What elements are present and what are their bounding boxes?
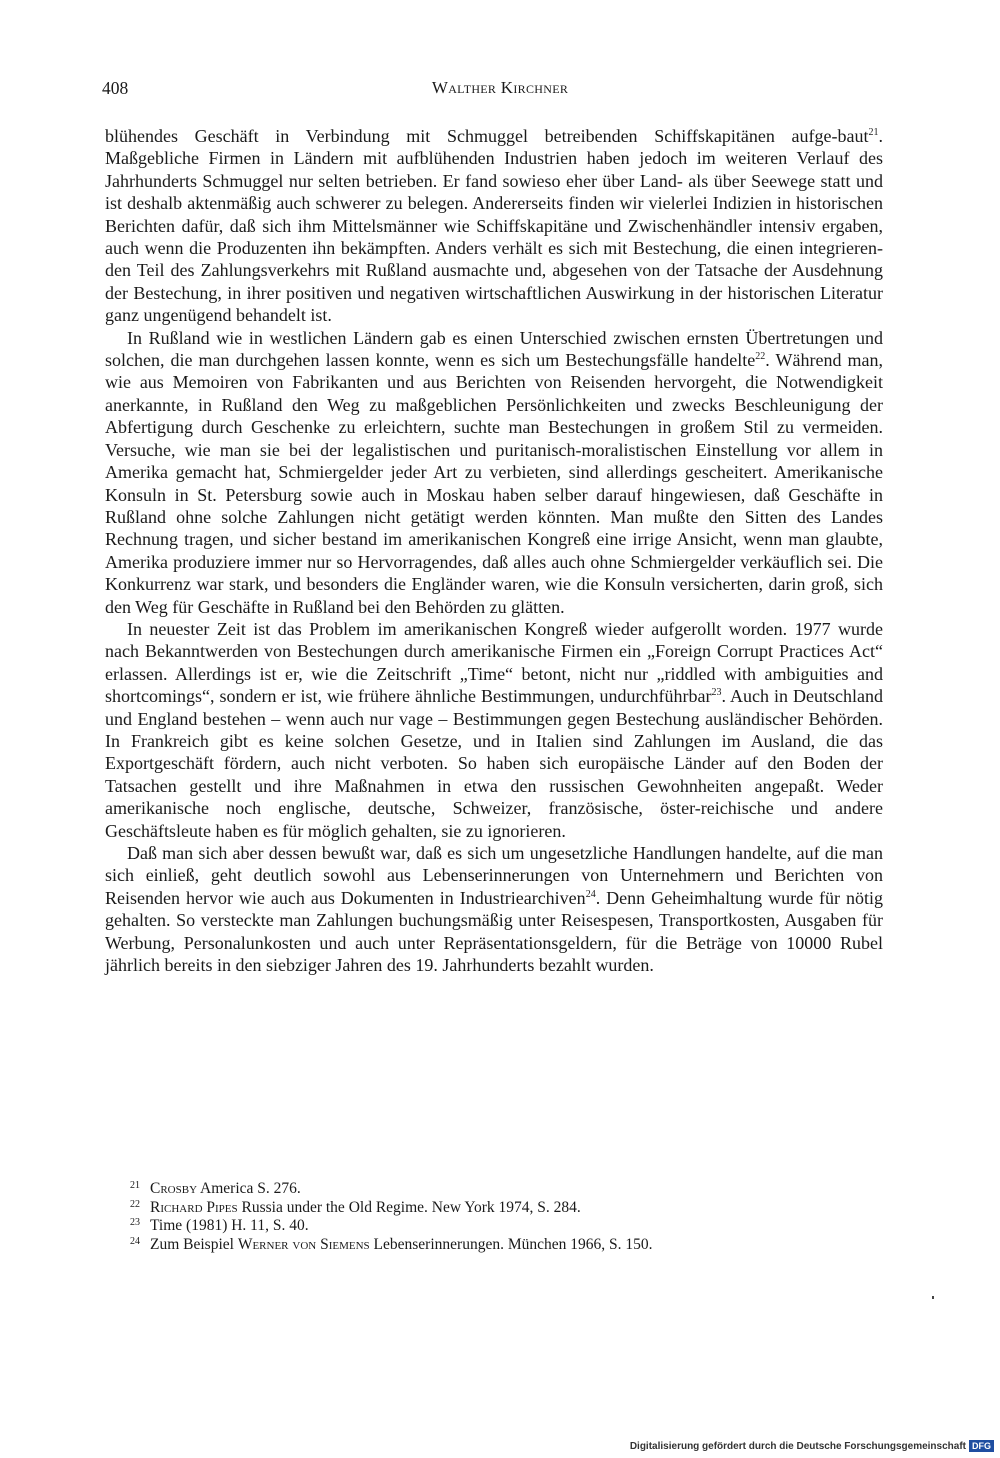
footnote-ref-22[interactable]: 22 [755,351,766,363]
footnote-23 [130,1217,850,1236]
footnote-rest: Zum Beispiel [150,1235,238,1253]
paragraph-1 [105,125,883,327]
paragraph-3 [105,618,883,842]
footnote-22 [130,1199,850,1218]
footnote-rest: Time (1981) H. 11, S. 40. [150,1217,309,1234]
p2-text-b: . Während man, wie aus Memoiren von Fabrikanten und aus Berichten von Reisenden hervorgeht, die Notwendigkeit anerkannte, in Rußland den Weg zu maßgeblichen Persönlichkeiten und zwecks Beschleunigung der Abfertigung durch Geschenke zu erleichtern, suchte man Bestechungen in großem Stil zu vermeiden. Versuche, wie man sie bei der legalistischen und puritanisch-moralistischen Einstellung vor allem in Amerika gemacht hat, Schmiergelder jeder Art zu verbieten, sind allerdings gescheitert. Amerikanische Konsuln in St. Petersburg sowie auch in Moskau haben selber darauf hingewiesen, daß Geschäfte in Rußland ohne solche Zahlungen nicht getätigt werden könnten. Man mußte den Sitten des Landes Rechnung tragen, und sicher bestand im amerikanischen Kongreß eine irrige Ansicht, wenn man glaubte, Amerika produziere immer nur so Hervorragendes, daß alles auch ohne Schmiergelder verkäuflich sei. Die Konkurrenz war stark, und besonders die Engländer waren, wie die Konsuln versicherten, darin groß, sich den Weg für Geschäfte in Rußland bei den Behörden zu glätten. [105,350,883,617]
footnote-text [150,1217,850,1236]
footnote-number: 24 [130,1235,140,1247]
footnote-ref-24[interactable]: 24 [585,888,596,900]
footnote-text [150,1236,850,1255]
body-text [105,125,883,976]
footnotes [130,1180,850,1254]
digitization-text: Digitalisierung gefördert durch die Deutsche Forschungsgemeinschaft [629,1440,966,1452]
author-first-cap: W [431,78,449,97]
footnote-text [150,1180,850,1199]
author-last-cap: K [500,78,514,97]
p2-text-a: In Rußland wie in westlichen Ländern gab es einen Unterschied zwischen ernsten Übertretungen und solchen, die man durchgehen lassen konnte, wenn es sich um Bestechungsfälle handelte [105,327,883,371]
p4-text-b: . Denn Geheimhaltung wurde für nötig gehalten. So versteckte man Zahlungen buchungsmäßig unter Reisespesen, Transportkosten, Ausgaben für Werbung, Personalunkosten und auch unter Repräsentationsgeldern, für die Beträge von 10000 Rubel jährlich bereits in den siebziger Jahren des 19. Jahrhunderts bezahlt wurden. [105,887,883,976]
footnote-rest-2: Lebenserinnerungen. München 1966, S. 150. [369,1235,653,1253]
footnote-author: Werner von Siemens [237,1235,370,1253]
paragraph-4 [105,842,883,976]
author-first-rest: alther [448,78,497,97]
digitization-notice [630,1440,994,1452]
footnote-number: 21 [130,1180,140,1191]
footnote-author: Crosby [150,1180,198,1197]
footnote-ref-23[interactable]: 23 [711,687,722,699]
p1-text-b: . Maßgebliche Firmen in Ländern mit aufblühenden Industrien haben jedoch im weiteren Verlauf des Jahrhunderts Schmuggel nur selten betrieben. Er fand sowieso eher über Land- als über Seewege statt und ist deshalb aktenmäßig auch schwerer zu belegen. Andererseits finden wir vielerlei Indizien in historischen Berichten dafür, daß sich ihm Mittelsmänner wie Schiffskapitäne und Zwischenhändler intensiv ergaben, auch wenn die Produzenten ihn bekämpften. Anders verhält es sich mit Bestechung, die einen integrieren-den Teil des Zahlungsverkehrs mit Rußland ausmachte und, abgesehen von der Tatsache der Ausdehnung der Bestechung, in ihrer positiven und negativen wirtschaftlichen Auswirkung in der historischen Literatur ganz ungenügend behandelt ist. [105,126,883,326]
footnote-rest: America S. 276. [197,1180,301,1197]
footnote-text [150,1199,850,1218]
footnote-author: Richard Pipes [150,1198,238,1216]
p3-text-a: In neuester Zeit ist das Problem im amerikanischen Kongreß wieder aufgerollt worden. 1977 wurde nach Bekanntwerden von Bestechungen durch amerikanische Firmen ein „Foreign Corrupt Practices Act“ erlassen. Allerdings ist er, wie die Zeitschrift „Time“ betont, nicht nur „riddled with ambiguities and shortcomings“, sondern er ist, wie frühere ähnliche Bestimmungen, undurchführbar [105,618,883,707]
footnote-21 [130,1180,850,1199]
author-last-rest: irchner [513,78,569,97]
speck [932,1296,934,1299]
footnote-number: 23 [130,1217,140,1228]
paragraph-2 [105,327,883,618]
running-head [0,78,1000,98]
page-number: 408 [102,78,129,98]
footnote-24 [130,1236,850,1255]
footnote-rest: Russia under the Old Regime. New York 1974, S. 284. [237,1198,581,1216]
dfg-logo-icon: DFG [969,1440,994,1452]
p3-text-b: . Auch in Deutschland und England bestehen – wenn auch nur vage – Bestimmungen gegen Bestechung ausländischer Behörden. In Frankreich gibt es keine solchen Gesetze, und in Italien sind Zahlungen im Ausland, die das Exportgeschäft fördern, auch nicht verboten. So haben sich europäische Länder auf den Boden der Tatsachen gestellt und ihre Maßnahmen in etwa den russischen Gewohnheiten angepaßt. Weder amerikanische noch englische, deutsche, Schweizer, französische, öster-reichische und andere Geschäftsleute haben es für möglich gehalten, sie zu ignorieren. [105,686,883,841]
p4-text-a: Daß man sich aber dessen bewußt war, daß es sich um ungesetzliche Handlungen handelte, auf die man sich einließ, geht deutlich sowohl aus Lebenserinnerungen von Unternehmern und Berichten von Reisenden hervor wie auch aus Dokumenten in Industriearchiven [105,843,883,908]
footnote-number: 22 [130,1198,140,1210]
footnote-ref-21[interactable]: 21 [868,127,879,138]
p1-text-a: blühendes Geschäft in Verbindung mit Schmuggel betreibenden Schiffskapitänen aufge-baut [105,126,869,146]
